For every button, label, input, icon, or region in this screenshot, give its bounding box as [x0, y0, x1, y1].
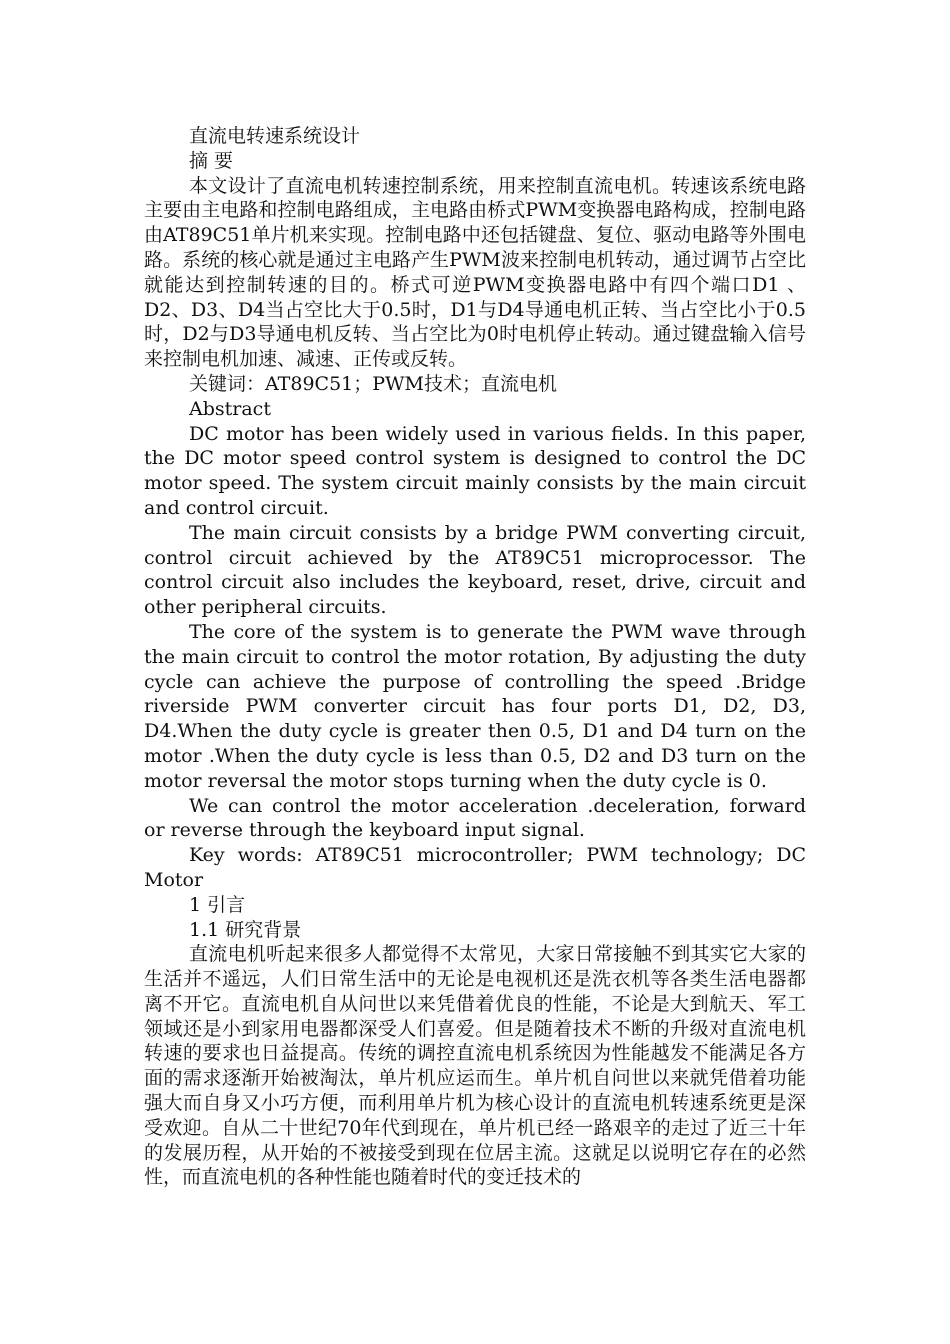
abstract-en-heading: Abstract — [189, 397, 271, 420]
keywords-en: Key words: AT89C51 microcontroller; PWM technology; DC Motor — [144, 844, 806, 891]
abstract-en-paragraph: The main circuit consists by a bridge PWM converting circuit, control circuit achieved by the AT89C51 microprocessor. The control circuit also includes the keyboard, reset, drive, circuit and other peripheral circuits. — [144, 521, 806, 619]
keywords-cn: 关键词：AT89C51；PWM技术；直流电机 — [189, 372, 558, 395]
abstract-en-paragraph: The core of the system is to generate the PWM wave through the main circuit to control the motor rotation, By adjusting the duty cycle can achieve the purpose of controlling the speed .Bridge riverside PWM converter circuit has four ports D1, D2, D3, D4.When the duty cycle is greater then 0.5, D1 and D4 turn on the motor .When the duty cycle is less than 0.5, D2 and D3 turn on the motor reversal the motor stops turning when the duty cycle is 0. — [144, 620, 806, 792]
document-page — [144, 124, 806, 1190]
subsection-heading: 1.1 研究背景 — [189, 918, 302, 941]
abstract-en-paragraph: We can control the motor acceleration .deceleration, forward or reverse through the keyboard input signal. — [144, 794, 806, 842]
abstract-cn-body: 本文设计了直流电机转速控制系统，用来控制直流电机。转速该系统电路主要由主电路和控制电路组成，主电路由桥式PWM变换器电路构成，控制电路由AT89C51单片机来实现。控制电路中还包括键盘、复位、驱动电路等外围电路。系统的核心就是通过主电路产生PWM波来控制电机转动，通过调节占空比就能达到控制转速的目的。桥式可逆PWM变换器电路中有四个端口D1 、D2、D3、D4当占空比大于0.5时，D1与D4导通电机正转、当占空比小于0.5时，D2与D3导通电机反转、当占空比为0时电机停止转动。通过键盘输入信号来控制电机加速、减速、正传或反转。 — [144, 174, 806, 371]
abstract-cn-heading: 摘 要 — [189, 149, 234, 172]
section-body: 直流电机听起来很多人都觉得不太常见，大家日常接触不到其实它大家的生活并不遥远，人们日常生活中的无论是电视机还是洗衣机等各类生活电器都离不开它。直流电机自从问世以来凭借着优良的性能，不论是大到航天、军工领域还是小到家用电器都深受人们喜爱。但是随着技术不断的升级对直流电机转速的要求也日益提高。传统的调控直流电机系统因为性能越发不能满足各方面的需求逐渐开始被淘汰，单片机应运而生。单片机自问世以来就凭借着功能强大而自身又小巧方便，而利用单片机为核心设计的直流电机转速系统更是深受欢迎。自从二十世纪70年代到现在，单片机已经一路艰辛的走过了近三十年的发展历程，从开始的不被接受到现在位居主流。这就足以说明它存在的必然性，而直流电机的各种性能也随着时代的变迁技术的 — [144, 943, 806, 1189]
section-heading: 1 引言 — [189, 893, 246, 916]
abstract-en-paragraph: DC motor has been widely used in various fields. In this paper, the DC motor speed control system is designed to control the DC motor speed. The system circuit mainly consists by the main circuit and control circuit. — [144, 422, 806, 519]
document-title: 直流电转速系统设计 — [189, 125, 361, 147]
